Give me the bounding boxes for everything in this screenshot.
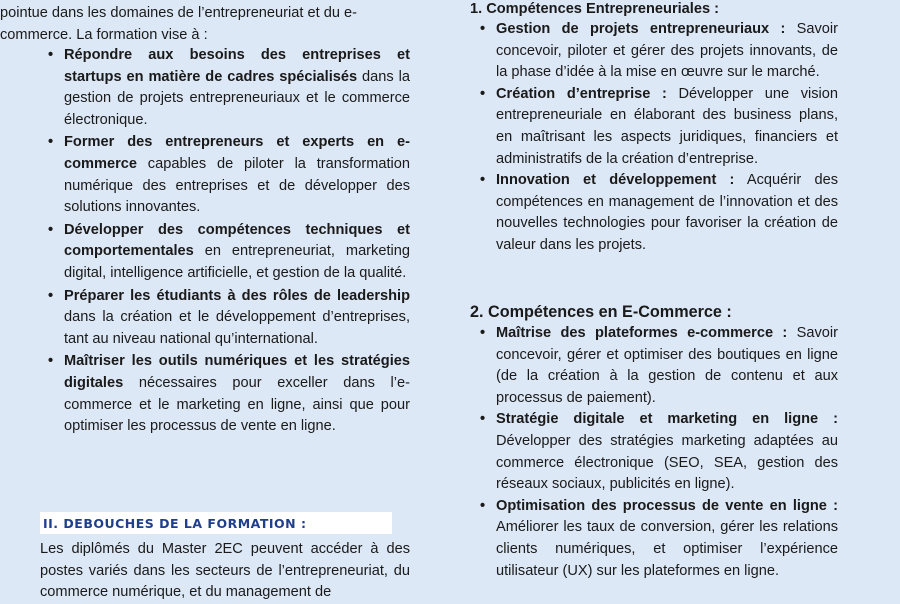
section-heading-bar — [40, 512, 392, 534]
item-text: Développer une vision entrepreneuriale en élaborant des business plans, en maîtrisant les aspects juridiques, financiers et administratifs de la création d’entreprise. — [496, 85, 839, 167]
item-text: dans la gestion de projets entrepreneuriaux et le commerce électronique. — [64, 68, 410, 128]
ecommerce-skills-list — [472, 323, 838, 582]
item-bold: Stratégie digitale et marketing en ligne : — [496, 411, 838, 428]
item-text: Acquérir des compétences en management de l’innovation et des nouvelles technologies pour favoriser la création de valeur dans les projets. — [496, 172, 838, 253]
item-text: dans la création et le développement d’entreprises, tant au niveau national qu’international. — [64, 309, 410, 347]
list-item — [40, 286, 410, 351]
list-item — [472, 84, 838, 170]
item-text: Améliorer les taux de conversion, gérer les relations clients numériques, et optimiser l’expérience utilisateur (UX) sur les plateformes en ligne. — [496, 519, 838, 579]
item-bold: Préparer les étudiants à des rôles de leadership — [64, 287, 410, 304]
competences-heading-1: 1. Compétences Entrepreneuriales : — [470, 1, 719, 17]
item-text: Savoir concevoir, piloter et gérer des projets innovants, de la phase d’idée à la mise en œuvre sur le marché. — [496, 21, 838, 81]
item-bold: Innovation et développement : — [496, 172, 735, 189]
item-bold: Former des entrepreneurs et experts en e-commerce — [64, 134, 410, 172]
list-item — [40, 351, 410, 437]
list-item — [472, 409, 838, 495]
objectives-list — [40, 45, 410, 439]
item-text: en entrepreneuriat, marketing digital, intelligence artificielle, et gestion de la qualité. — [64, 243, 410, 281]
item-bold: Développer des compétences techniques et comportementales — [64, 221, 410, 260]
item-text: Développer des stratégies marketing adaptées au commerce électronique (SEO, SEA, gestion des réseaux sociaux, publicités en ligne). — [496, 432, 838, 493]
list-item — [472, 323, 838, 409]
entrepreneurial-skills-list — [472, 19, 838, 257]
outro-paragraph: Les diplômés du Master 2EC peuvent accéder à des postes variés dans les secteurs de l’entrepreneuriat, du commerce numérique, et du management de — [40, 541, 410, 601]
list-item — [40, 132, 410, 218]
list-item — [472, 19, 838, 84]
item-bold: Répondre aux besoins des entreprises et startups en matière de cadres spécialisés — [64, 47, 410, 85]
section-heading: II. DEBOUCHES DE LA FORMATION : — [43, 515, 307, 531]
item-text: Savoir concevoir, gérer et optimiser des boutiques en ligne (de la création à la gestion de contenu et aux processus de paiement). — [496, 325, 838, 406]
list-item — [40, 220, 410, 285]
intro-paragraph: pointue dans les domaines de l’entrepreneuriat et du e-commerce. La formation vise à : — [0, 5, 357, 43]
list-item — [40, 45, 410, 131]
list-item — [472, 496, 838, 582]
item-bold: Maîtriser les outils numériques et les stratégies digitales — [64, 353, 410, 391]
item-text: nécessaires pour exceller dans l’e-commerce et le marketing en ligne, ainsi que pour optimiser les processus de vente en ligne. — [64, 374, 410, 435]
item-bold: Maîtrise des plateformes e-commerce : — [496, 325, 788, 341]
list-item — [472, 170, 838, 256]
competences-heading-2: 2. Compétences en E-Commerce : — [470, 303, 732, 321]
item-text: capables de piloter la transformation numérique des entreprises et de développer des solutions innovantes. — [64, 155, 410, 216]
item-bold: Gestion de projets entrepreneuriaux : — [496, 21, 786, 37]
item-bold: Création d’entreprise : — [496, 85, 667, 102]
item-bold: Optimisation des processus de vente en ligne : — [496, 497, 838, 514]
